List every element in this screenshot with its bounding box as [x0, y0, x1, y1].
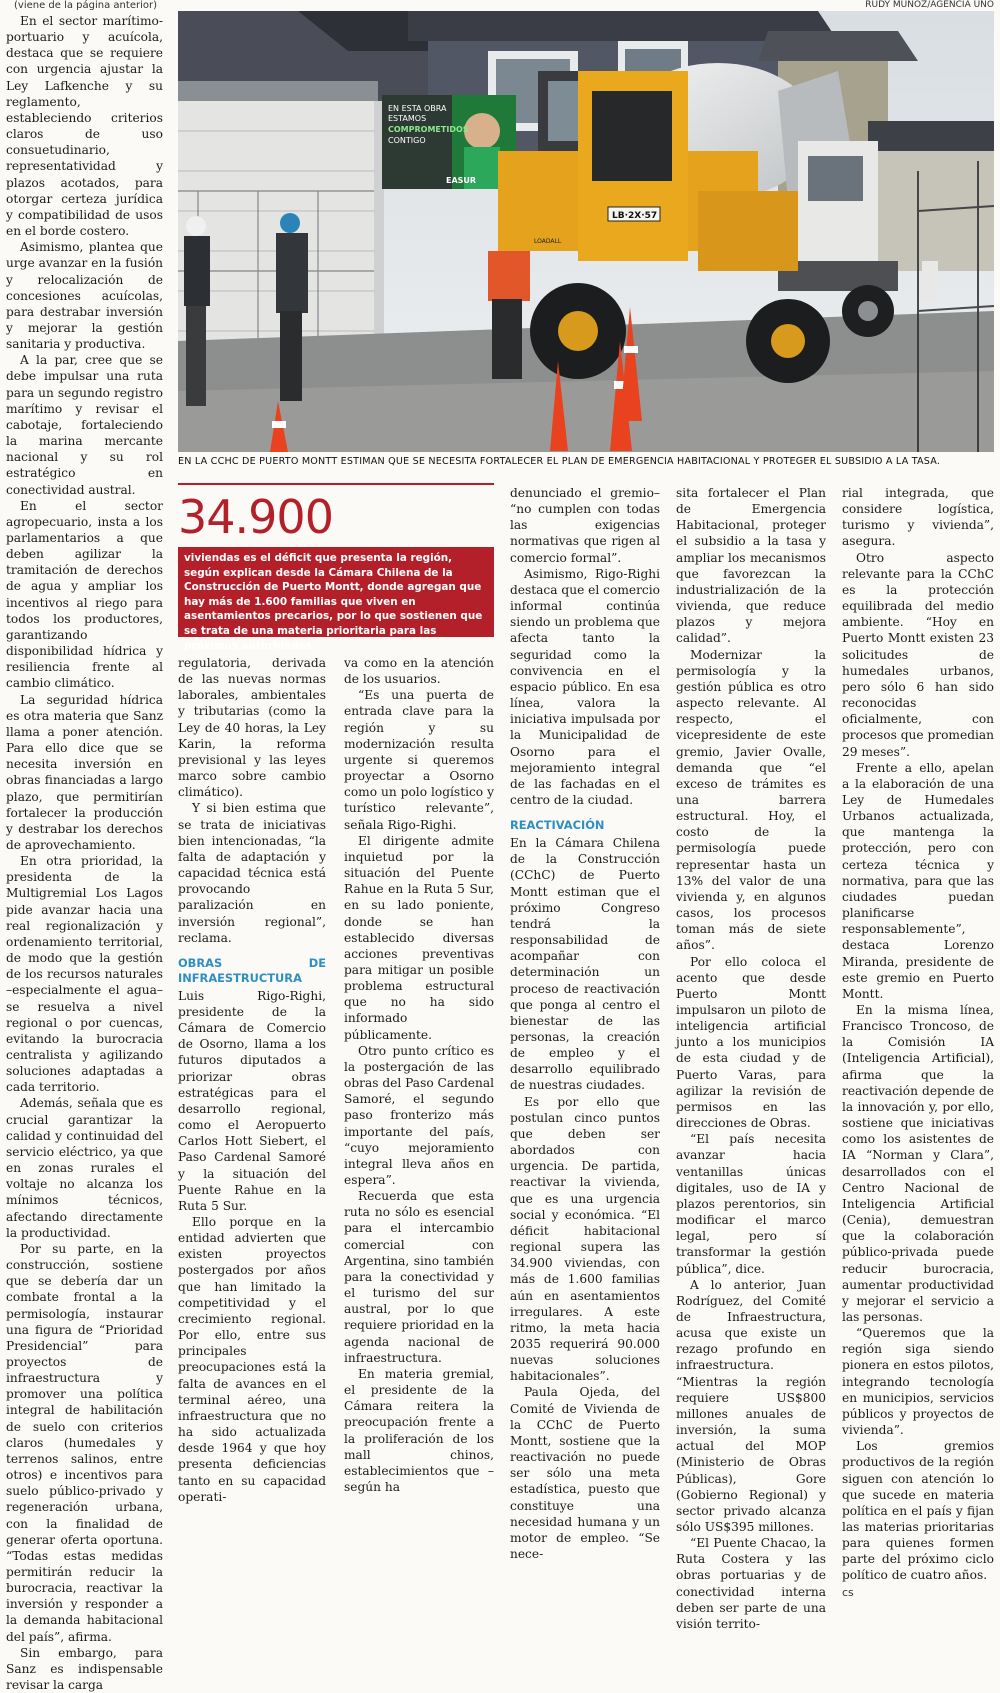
paragraph: En otra prioridad, la presidenta de la Multigremial Los Lagos pide avanzar hacia una real regionalización y ordenamiento territorial, de modo que la gestión de los recursos naturales –especialmente el agua– se resuelva a nivel regional o por cuencas, evitando la burocracia centralista y agilizando soluciones adaptadas a cada territorio. — [6, 854, 163, 1095]
paragraph: En el sector agropecuario, insta a los parlamentarios a que deben agilizar la tramitación de derechos de agua y ampliar los incentivos al riego para todos los productores, garantizando disponibilidad hídrica y resiliencia frente al cambio climático. — [6, 498, 163, 691]
paragraph: Es por ello que postulan cinco puntos que deben ser abordados con urgencia. De partida, reactivar la vivienda, que es una urgencia social y económica. “El déficit habitacional regional supera las 34.900 viviendas, con más de 1.600 familias aún en asentamientos irregulares. A este ritmo, la meta hacia 2035 requerirá 90.000 nuevas soluciones habitacionales”. — [510, 1094, 660, 1384]
paragraph: Otro punto crítico es la postergación de las obras del Paso Cardenal Samoré, el segundo paso fronterizo más importante del país, “cuyo mejoramiento integral lleva años en espera”. — [344, 1043, 494, 1187]
paragraph: Y si bien estima que se trata de iniciativas bien intencionadas, “la falta de adaptación y capacidad técnica está provocando paralización en inversión regional”, reclama. — [178, 801, 326, 945]
paragraph: Asimismo, Rigo-Righi destaca que el comercio informal continúa siendo un problema que afecta tanto la seguridad como la convivencia en el espacio público. En esa línea, valora la iniciativa impulsada por la Municipalidad de Osorno para el mejoramiento integral de las fachadas en el centro de la ciudad. — [510, 566, 660, 807]
column-1 — [6, 13, 163, 1693]
subhead-infraestructura: OBRAS DE INFRAESTRUCTURA — [178, 955, 326, 985]
paragraph: Los gremios productivos de la región siguen con atención lo que sucede en materia política en el país y fijan las materias prioritarias para quienes formen parte del próximo ciclo político de cuatro años. — [842, 1439, 994, 1583]
paragraph: rial integrada, que considere logística, turismo y vivienda”, asegura. — [842, 486, 994, 549]
license-plate: LB·2X·57 — [612, 211, 658, 221]
paragraph: sita fortalecer el Plan de Emergencia Habitacional, proteger el subsidio a la tasa y ampliar los mecanismos que favorezcan la industrialización de la vivienda, que reduce plazos y mejora calidad”. — [676, 486, 826, 646]
paragraph: Ello porque en la entidad advierten que existen proyectos postergados por años que han limitado la competitividad y el crecimiento regional. Por ello, entre sus principales preocupaciones está la falta de avances en el terminal aéreo, una infraestructura que no ha sido actualizada desde 1964 y que hoy presenta deficiencias tanto en su capacidad operati- — [178, 1215, 326, 1504]
column-6 — [842, 485, 994, 1601]
paragraph: Por ello coloca el acento que desde Puerto Montt impulsaron un piloto de inteligencia artificial junto a los municipios de esta ciudad y de Puerto Varas, para agilizar la revisión de permisos en las direcciones de Obras. — [676, 954, 826, 1131]
paragraph: “Es una puerta de entrada clave para la región y su modernización resulta urgente si queremos proyectar a Osorno como un polo logístico y turístico relevante”, señala Rigo-Righi. — [344, 688, 494, 832]
paragraph: En el sector marítimo-portuario y acuícola, destaca que se requiere con urgencia ajustar la Ley Lafkenche y su reglamento, estableciendo criterios claros de uso consuetudinario, representatividad y plazos acotados, para otorgar certeza jurídica y compatibilidad de usos en el borde costero. — [6, 14, 163, 239]
loader-brand: LOADALL — [534, 238, 562, 245]
paragraph: denunciado el gremio– “no cumplen con todas las exigencias normativas que rigen al comercio formal”. — [510, 486, 660, 565]
paragraph: En la Cámara Chilena de la Construcción (CChC) de Puerto Montt estiman que el próximo Congreso tendrá la responsabilidad de acompañar con determinación un proceso de reactivación que ponga al centro el bienestar de las personas, la creación de empleo y el desarrollo equilibrado de nuestras ciudades. — [510, 836, 660, 1093]
paragraph: En materia gremial, el presidente de la Cámara reitera la preocupación frente a la proliferación de los mall chinos, establecimientos que –según ha — [344, 1366, 494, 1494]
billboard-line-2: ESTAMOS — [388, 114, 427, 123]
article-photo — [178, 11, 994, 452]
paragraph: “Queremos que la región siga siendo pionera en estos pilotos, integrando tecnología en municipios, servicios públicos y proyectos de vivienda”. — [842, 1326, 994, 1438]
paragraph: Por su parte, en la construcción, sostiene que se debería dar un combate frontal a la permisología, instaurar una figura de “Prioridad Presidencial” para proyectos de infraestructura y promover una política integral de habilitación de suelo con criterios claros (humedales y terrenos salinos, entre otros) e incentivos para suelo público-privado y regeneración urbana, con la finalidad de generar oferta oportuna. “Todas estas medidas permitirán reducir la burocracia, reactivar la inversión y responder a la demanda habitacional del país”, afirma. — [6, 1241, 163, 1644]
construction-site-illustration — [178, 11, 994, 452]
paragraph: Otro aspecto relevante para la CChC es la protección equilibrada del medio ambiente. “Hoy en Puerto Montt existen 23 solicitudes de humedales urbanos, pero sólo 6 han sido reconocidas oficialmente, con procesos que promedian 29 meses”. — [842, 550, 995, 759]
subhead-reactivacion: REACTIVACIÓN — [510, 818, 605, 833]
end-mark-icon: cs — [842, 1585, 854, 1599]
column-3 — [344, 655, 494, 1495]
column-2 — [178, 655, 326, 1505]
billboard-line-1: EN ESTA OBRA — [388, 104, 447, 113]
stat-callout — [178, 483, 494, 652]
paragraph: El dirigente admite inquietud por la situación del Puente Rahue en la Ruta 5 Sur, en su lado poniente, donde se han establecido diversas acciones preventivas para mitigar un posible problema estructural que no ha sido informado públicamente. — [344, 833, 494, 1042]
paragraph: La seguridad hídrica es otra materia que Sanz llama a poner atención. Para ello dice que se necesita inversión en obras financiadas a largo plazo, que permitirían fortalecer la producción y destrabar los derechos de aprovechamiento. — [6, 692, 163, 852]
paragraph: “El país necesita avanzar hacia ventanillas únicas digitales, uso de IA y plazos perentorios, sin modificar el marco legal, pero sí transformar la gestión pública”, dice. — [676, 1132, 826, 1276]
column-5 — [676, 485, 826, 1632]
paragraph: Modernizar la permisología y la gestión pública es otro aspecto relevante. Al respecto, el vicepresidente de este gremio, Javier Ovalle, demanda que “el exceso de trámites es una barrera estructural. Hoy, el costo de la permisología puede representar hasta un 13% del valor de una vivienda y, en algunos casos, los procesos toman más de siete años”. — [676, 647, 826, 953]
paragraph: Además, señala que es crucial garantizar la calidad y continuidad del servicio eléctrico, ya que en zonas rurales el voltaje no alcanza los mínimos técnicos, afectando directamente la productividad. — [6, 1096, 163, 1240]
paragraph: En la misma línea, Francisco Troncoso, de la Comisión IA (Inteligencia Artificial), afirma que la reactivación depende de la innovación y, por ello, sostiene que iniciativas como los asistentes de IA “Norman y Clara”, desarrollados con el Centro Nacional de Inteligencia Artificial (Cenia), demuestran que la colaboración público-privada puede reducir burocracia, aumentar productividad y mejorar el servicio a las personas. — [842, 1003, 994, 1324]
running-head: (viene de la página anterior) — [14, 0, 157, 11]
paragraph: A lo anterior, Juan Rodríguez, del Comité de Infraestructura, acusa que existe un rezago profundo en infraestructura. “Mientras la región requiere US$800 millones anuales de inversión, la suma actual del MOP (Ministerio de Obras Públicas), Gore (Gobierno Regional) y sector privado alcanza sólo US$395 millones. — [676, 1277, 826, 1534]
billboard-line-4: CONTIGO — [388, 136, 426, 145]
paragraph: Sin embargo, para Sanz es indispensable revisar la carga — [6, 1645, 163, 1693]
stat-number: 34.900 — [178, 490, 333, 544]
photo-caption: EN LA CCHC DE PUERTO MONTT ESTIMAN QUE SE NECESITA FORTALECER EL PLAN DE EMERGENCIA HABITACIONAL Y PROTEGER EL SUBSIDIO A LA TASA. — [178, 456, 941, 467]
column-4 — [510, 485, 660, 1562]
paragraph: Frente a ello, apelan a la elaboración de una Ley de Humedales Urbanos actualizada, que mantenga la protección, pero con certeza técnica y normativa, para que las ciudades puedan planificarse responsablemente”, destaca Lorenzo Miranda, presidente de este gremio en Puerto Montt. — [842, 760, 994, 1001]
paragraph: Recuerda que esta ruta no sólo es esencial para el intercambio comercial con Argentina, sino también para la conectividad y el turismo del sur austral, por lo que requiere prioridad en la agenda nacional de infraestructura. — [344, 1189, 494, 1365]
paragraph: Paula Ojeda, del Comité de Vivienda de la CChC de Puerto Montt, sostiene que la reactivación no puede ser sólo una meta estadística, puesto que constituye una necesidad humana y un motor de empleo. “Se nece- — [510, 1385, 660, 1561]
paragraph: va como en la atención de los usuarios. — [344, 656, 494, 687]
paragraph: Luis Rigo-Righi, presidente de la Cámara de Comercio de Osorno, llama a los futuros diputados a priorizar obras estratégicas para el desarrollo regional, como el Aeropuerto Carlos Hott Siebert, el Paso Cardenal Samoré y la situación del Puente Rahue en la Ruta 5 Sur. — [178, 988, 326, 1213]
paragraph: regulatoria, derivada de las nuevas normas laborales, ambientales y tributarias (como la Ley de 40 horas, la Ley Karin, la reforma previsional y las leyes marco sobre cambio climático). — [178, 656, 326, 800]
billboard — [382, 95, 516, 189]
paragraph: “El Puente Chacao, la Ruta Costera y las obras portuarias y de conectividad interna deben ser parte de una visión territo- — [676, 1536, 826, 1631]
stat-rule — [178, 483, 494, 485]
stat-text: viviendas es el déficit que presenta la región, según explican desde la Cámara Chilena de la Construcción de Puerto Montt, donde agregan que hay más de 1.600 familias que viven en asentamientos precarios, por lo que sostienen que se trata de una materia prioritaria para las próximas autoridades. — [178, 547, 494, 637]
billboard-logo: EASUR — [446, 176, 477, 185]
paragraph: A la par, cree que se debe impulsar una ruta para un segundo registro marítimo y revisar el cabotaje, fortaleciendo la marina mercante nacional y su rol estratégico en conectividad austral. — [6, 353, 163, 497]
paragraph: Asimismo, plantea que urge avanzar en la fusión y relocalización de concesiones acuícolas, para destrabar inversión y mejorar la gestión sanitaria y productiva. — [6, 240, 163, 352]
photo-credit: RUDY MUÑOZ/AGENCIA UNO — [865, 0, 994, 10]
billboard-line-3: COMPROMETIDOS — [388, 125, 469, 134]
